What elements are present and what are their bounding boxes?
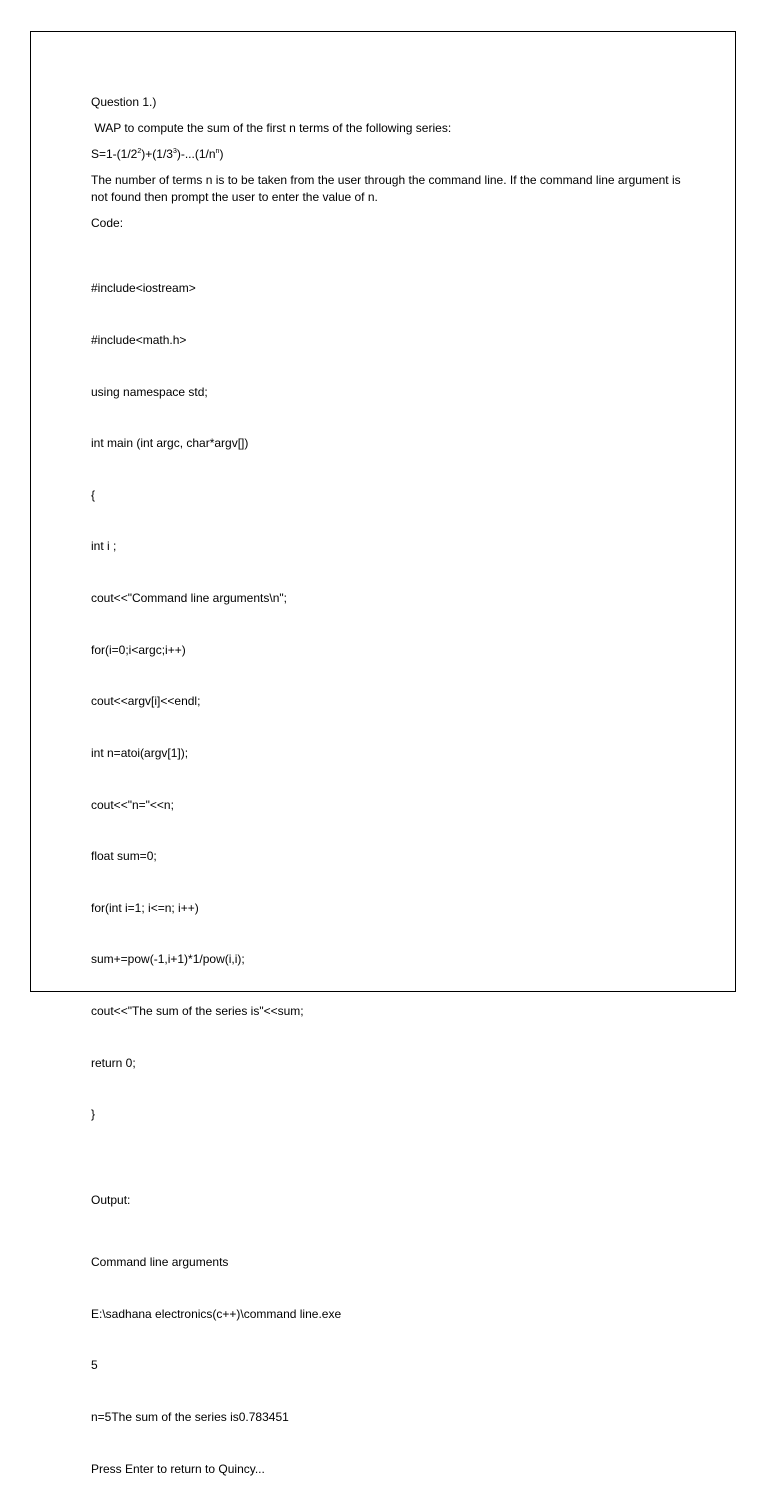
code-block: [91, 246, 691, 1158]
code-line: for(int i=1; i<=n; i++): [91, 900, 199, 915]
output-line: 5: [91, 1358, 98, 1373]
code-line: #include<iostream>: [91, 281, 196, 296]
output-label: Output:: [91, 1192, 131, 1207]
code-line: cout<<"The sum of the series is"<<sum;: [91, 1003, 304, 1018]
formula-exponent-2: 3: [172, 148, 177, 155]
spacer: [91, 1158, 691, 1192]
code-line: cout<<"Command line arguments\n";: [91, 591, 287, 606]
code-line: return 0;: [91, 1055, 136, 1070]
document-content: [91, 94, 691, 1512]
code-line: #include<math.h>: [91, 333, 187, 348]
output-line: Command line arguments: [91, 1255, 229, 1270]
code-line: sum+=pow(-1,i+1)*1/pow(i,i);: [91, 952, 245, 967]
code-line: using namespace std;: [91, 384, 208, 399]
code-line: float sum=0;: [91, 849, 157, 864]
problem-statement: WAP to compute the sum of the first n terms of the following series:: [91, 121, 452, 135]
formula-part-3: )-...(1/n: [176, 147, 216, 161]
output-line: E:\sadhana electronics(c++)\command line.exe: [91, 1306, 342, 1321]
question-heading: Question 1.): [91, 95, 157, 109]
code-line: int i ;: [91, 539, 117, 554]
document-page: [30, 31, 736, 1476]
output-block: [91, 1220, 691, 1512]
code-line: {: [91, 487, 96, 502]
formula-exponent-1: 2: [137, 148, 142, 155]
code-line: cout<<argv[i]<<endl;: [91, 694, 201, 709]
formula-part-2: )+(1/3: [141, 147, 173, 161]
code-line: int n=atoi(argv[1]);: [91, 745, 189, 760]
code-line: }: [91, 1107, 96, 1122]
series-formula: [91, 146, 691, 163]
instructions-paragraph: The number of terms n is to be taken from the user through the command line. If the command line argument is not found then prompt the user to enter the value of n.: [91, 173, 681, 204]
code-line: cout<<"n="<<n;: [91, 797, 174, 812]
output-line: n=5The sum of the series is0.783451: [91, 1410, 289, 1424]
code-line: int main (int argc, char*argv[]): [91, 436, 249, 451]
code-label: Code:: [91, 216, 124, 230]
formula-exponent-3: n: [215, 148, 220, 155]
formula-part-1: S=1-(1/2: [91, 147, 138, 161]
formula-part-4: ): [219, 147, 224, 161]
output-line: Press Enter to return to Quincy...: [91, 1461, 265, 1476]
code-line: for(i=0;i<argc;i++): [91, 642, 186, 657]
